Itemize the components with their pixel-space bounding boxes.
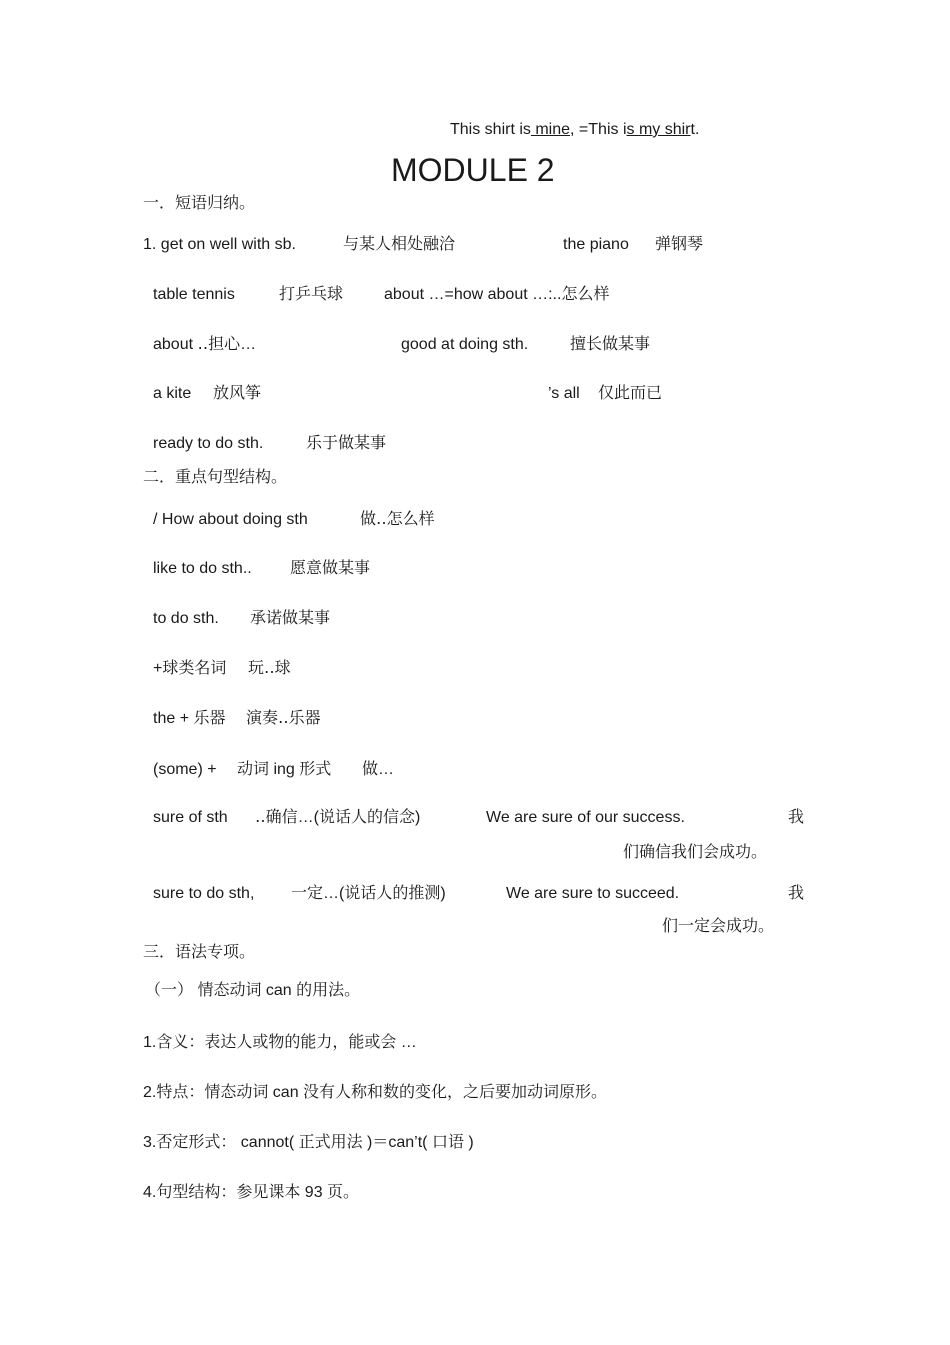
s1-row4-a: a kite — [153, 385, 192, 402]
s2-row8-b: 一定…(说话人的推测) — [291, 885, 446, 902]
s2-row6-b: 动词 ing 形式 — [237, 761, 332, 778]
s1-row3-d: 擅长做某事 — [570, 336, 651, 353]
s2-row8-c: We are sure to succeed. — [506, 885, 680, 902]
s2-row8-e: 们一定会成功。 — [662, 918, 775, 935]
section3-sub: （一） 情态动词 can 的用法。 — [145, 982, 361, 999]
header-text-c: =This i — [574, 121, 627, 138]
s2-row5-a: the + 乐器 — [153, 710, 226, 727]
s2-row6-c: 做… — [362, 761, 395, 778]
section1-heading: 一．短语归纳。 — [143, 195, 256, 212]
s2-row3-b: 承诺做某事 — [250, 610, 331, 627]
s1-row5-a: ready to do sth. — [153, 435, 264, 452]
s1-row4-d: 仅此而已 — [598, 385, 663, 402]
section3-heading: 三．语法专项。 — [143, 944, 256, 961]
s2-row4-b: 玩‥球 — [248, 660, 291, 677]
s2-row7-d: 我 — [788, 809, 805, 826]
s2-row7-c: We are sure of our success. — [486, 809, 685, 826]
s2-row4-a: +球类名词 — [153, 660, 227, 677]
s2-row2-b: 愿意做某事 — [290, 560, 371, 577]
s2-row1-a: / How about doing sth — [153, 511, 308, 528]
s2-row6-a: (some) + — [153, 761, 217, 778]
section2-heading: 二．重点句型结构。 — [143, 469, 288, 486]
s2-row7-b: ‥确信…(说话人的信念) — [255, 809, 421, 826]
s1-row3-a: about ‥担心… — [153, 336, 257, 353]
s1-row1-d: 弹钢琴 — [655, 236, 704, 253]
page-title: MODULE 2 — [391, 152, 555, 188]
s1-row1-c: the piano — [563, 236, 629, 253]
header-text-e: t. — [690, 121, 700, 138]
s1-row4-c: ’s all — [548, 385, 580, 402]
header-text-b: mine, — [530, 121, 575, 138]
s1-row3-c: good at doing sth. — [401, 336, 529, 353]
s2-row8-d: 我 — [788, 885, 805, 902]
header-text-a: This shirt is — [450, 121, 531, 138]
s3-item-2: 2.特点：情态动词 can 没有人称和数的变化，之后要加动词原形。 — [143, 1084, 608, 1101]
s1-row2-a: table tennis — [153, 286, 235, 303]
s3-item-1: 1.含义：表达人或物的能力，能或会 … — [143, 1034, 417, 1051]
s2-row8-a: sure to do sth, — [153, 885, 255, 902]
s3-item-3: 3.否定形式： cannot( 正式用法 )＝can’t( 口语 ) — [143, 1134, 474, 1151]
s2-row3-a: to do sth. — [153, 610, 219, 627]
s2-row7-e: 们确信我们会成功。 — [623, 844, 768, 861]
s2-row5-b: 演奏‥乐器 — [246, 710, 321, 727]
s2-row7-a: sure of sth — [153, 809, 228, 826]
s1-row1-a: 1. get on well with sb. — [143, 236, 296, 253]
header-line — [450, 122, 699, 138]
s3-item-4: 4.句型结构：参见课本 93 页。 — [143, 1184, 360, 1201]
s1-row2-b: 打乒乓球 — [279, 286, 344, 303]
s1-row4-b: 放风筝 — [213, 385, 262, 402]
header-text-d: s my shir — [626, 121, 691, 138]
s2-row1-b: 做‥怎么样 — [360, 511, 435, 528]
s1-row2-c: about …=how about …:..怎么样 — [384, 286, 610, 303]
s1-row5-b: 乐于做某事 — [306, 435, 387, 452]
s1-row1-b: 与某人相处融洽 — [343, 236, 456, 253]
s2-row2-a: like to do sth.. — [153, 560, 252, 577]
